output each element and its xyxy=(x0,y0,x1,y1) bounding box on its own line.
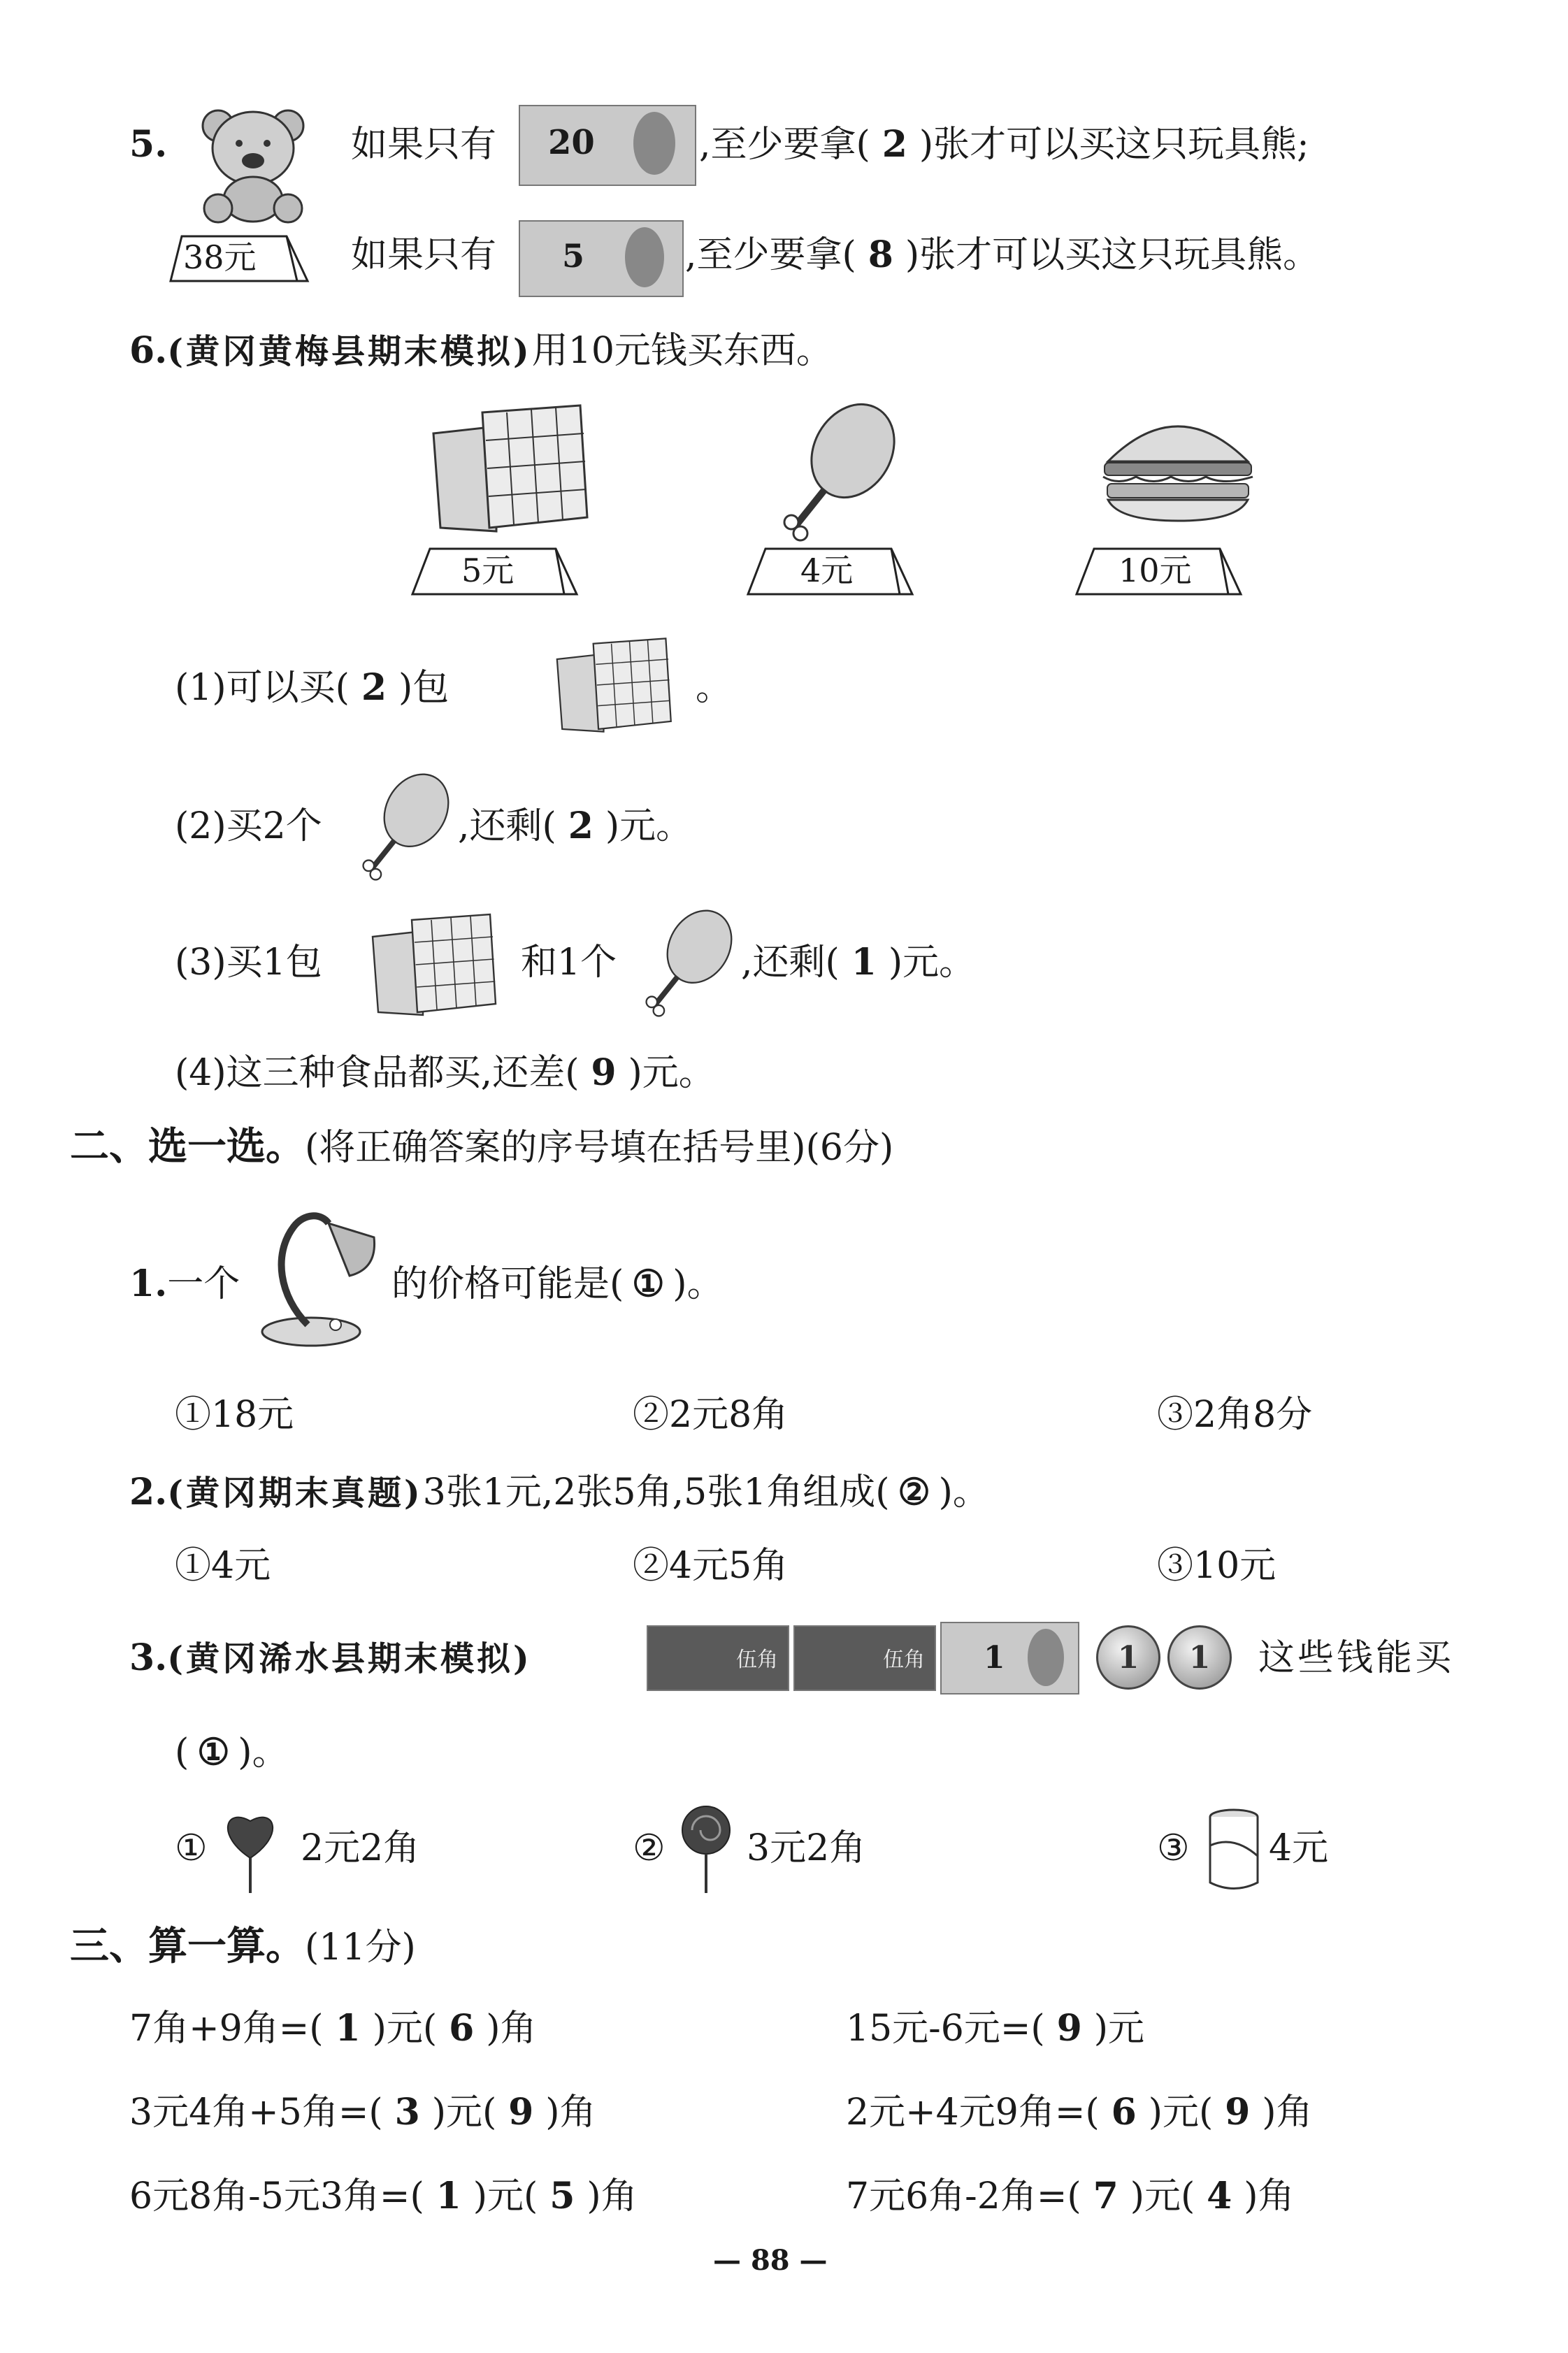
s2-q2-option-1: ①4元 xyxy=(175,1545,271,1587)
chocolate-icon-small xyxy=(547,633,686,737)
q5-number: 5. xyxy=(129,123,168,166)
s2-q3-tail: 这些钱能买 xyxy=(1258,1637,1455,1679)
q6-part3-text: ,还剩( 1 )元。 xyxy=(741,941,976,984)
s2-q3-answer: ① xyxy=(196,1731,230,1773)
hamburger-icon xyxy=(1098,405,1258,524)
banknote-5-icon: 5 xyxy=(519,220,684,297)
drumstick-icon xyxy=(776,402,902,542)
q6-answer-1: 2 xyxy=(361,666,387,709)
s2-q1-answer: ① xyxy=(631,1262,665,1305)
q5-line2-text: ,至少要拿( 8 )张才可以买这只玩具熊。 xyxy=(685,233,1320,276)
s2-q2: 2.(黄冈期末真题)3张1元,2张5角,5张1角组成( ② )。 xyxy=(129,1471,989,1513)
q5-line1-pre: 如果只有 xyxy=(351,124,497,166)
tag-drumstick-price: 4元 xyxy=(800,552,854,589)
q6-header: 6.(黄冈黄梅县期末模拟)用10元钱买东西。 xyxy=(129,329,833,372)
s2-q1-option-2: ②2元8角 xyxy=(633,1394,789,1436)
s2-q1-option-3: ③2角8分 xyxy=(1157,1394,1313,1436)
drumstick-icon-small xyxy=(357,772,454,881)
q6-answer-2: 2 xyxy=(568,805,594,847)
banknote-5-jiao-icon-2: 伍角 xyxy=(793,1625,936,1691)
q6-part4: (4)这三种食品都买,还差( 9 )元。 xyxy=(175,1051,715,1094)
page-number: 88 xyxy=(750,2244,790,2277)
s2-q3-option-2-price: 3元2角 xyxy=(747,1827,866,1869)
q5-line1-text: ,至少要拿( 2 )张才可以买这只玩具熊; xyxy=(699,123,1309,166)
drumstick-icon-small-2 xyxy=(640,909,738,1017)
s2-q3-option-2-mark: ② xyxy=(633,1827,666,1869)
calc-row-3-left: 6元8角-5元3角=( 1 )元( 5 )角 xyxy=(129,2175,638,2217)
s2-q3-option-1-price: 2元2角 xyxy=(301,1827,420,1869)
heart-lollipop-icon xyxy=(222,1804,278,1894)
teddy-bear-icon xyxy=(190,105,316,224)
calc-row-1-left: 7角+9角=( 1 )元( 6 )角 xyxy=(129,2007,537,2050)
desk-lamp-icon xyxy=(252,1199,384,1349)
banknote-20-icon: 20 xyxy=(519,105,696,186)
soda-can-icon xyxy=(1202,1807,1265,1894)
tag-hamburger-price: 10元 xyxy=(1119,552,1192,589)
q6-source: (黄冈黄梅县期末模拟) xyxy=(167,332,532,371)
page-number-footer: — 88 — xyxy=(713,2244,828,2277)
banknote-5-jiao-icon-1: 伍角 xyxy=(647,1625,789,1691)
s2-q3: 3.(黄冈浠水县期末模拟) xyxy=(129,1636,532,1679)
s2-q2-option-2: ②4元5角 xyxy=(633,1545,789,1587)
banknote-1-yuan-icon: 1 xyxy=(940,1622,1079,1694)
bear-price-tag: 38元 xyxy=(183,238,257,276)
s2-q3-option-1-mark: ① xyxy=(175,1827,208,1869)
tag-chocolate-price: 5元 xyxy=(461,552,515,589)
q5-answer-1: 2 xyxy=(882,123,907,166)
q6-part1: (1)可以买( 2 )包 xyxy=(175,666,449,709)
s2-q2-answer: ② xyxy=(898,1471,930,1513)
section-3-header: 三、算一算。(11分) xyxy=(70,1923,416,1969)
s2-q3-option-3-mark: ③ xyxy=(1157,1827,1190,1869)
calc-row-3-right: 7元6角-2角=( 7 )元( 4 )角 xyxy=(846,2175,1295,2217)
q6-answer-3: 1 xyxy=(851,941,877,984)
section-2-header: 二、选一选。(将正确答案的序号填在括号里)(6分) xyxy=(70,1123,894,1170)
s2-q1-text: 的价格可能是( ① )。 xyxy=(391,1262,724,1305)
q6-part2-text: ,还剩( 2 )元。 xyxy=(458,805,693,847)
chocolate-icon xyxy=(419,398,608,538)
q6-answer-4: 9 xyxy=(591,1051,617,1094)
calc-row-2-left: 3元4角+5角=( 3 )元( 9 )角 xyxy=(129,2091,596,2133)
coin-1-jiao-icon-1: 1 xyxy=(1096,1625,1160,1690)
s2-q3-option-3-price: 4元 xyxy=(1269,1827,1329,1869)
q6-part3-pre: (3)买1包 xyxy=(175,942,322,984)
s2-q1-option-1: ①18元 xyxy=(175,1394,294,1436)
s2-q2-option-3: ③10元 xyxy=(1157,1545,1276,1587)
round-lollipop-icon xyxy=(678,1804,734,1894)
q6-part3-mid: 和1个 xyxy=(521,942,617,984)
s2-q3-answer-line: ( ① )。 xyxy=(175,1731,289,1773)
q6-part2-pre: (2)买2个 xyxy=(175,805,322,847)
calc-row-2-right: 2元+4元9角=( 6 )元( 9 )角 xyxy=(846,2091,1313,2133)
calc-row-1-right: 15元-6元=( 9 )元 xyxy=(846,2007,1144,2050)
coin-1-jiao-icon-2: 1 xyxy=(1167,1625,1232,1690)
q5-line2-pre: 如果只有 xyxy=(351,234,497,276)
s2-q1: 1.一个 xyxy=(129,1262,240,1305)
q5-answer-2: 8 xyxy=(868,233,893,276)
q6-part1-end: 。 xyxy=(696,667,733,709)
chocolate-icon-small-2 xyxy=(360,909,514,1021)
